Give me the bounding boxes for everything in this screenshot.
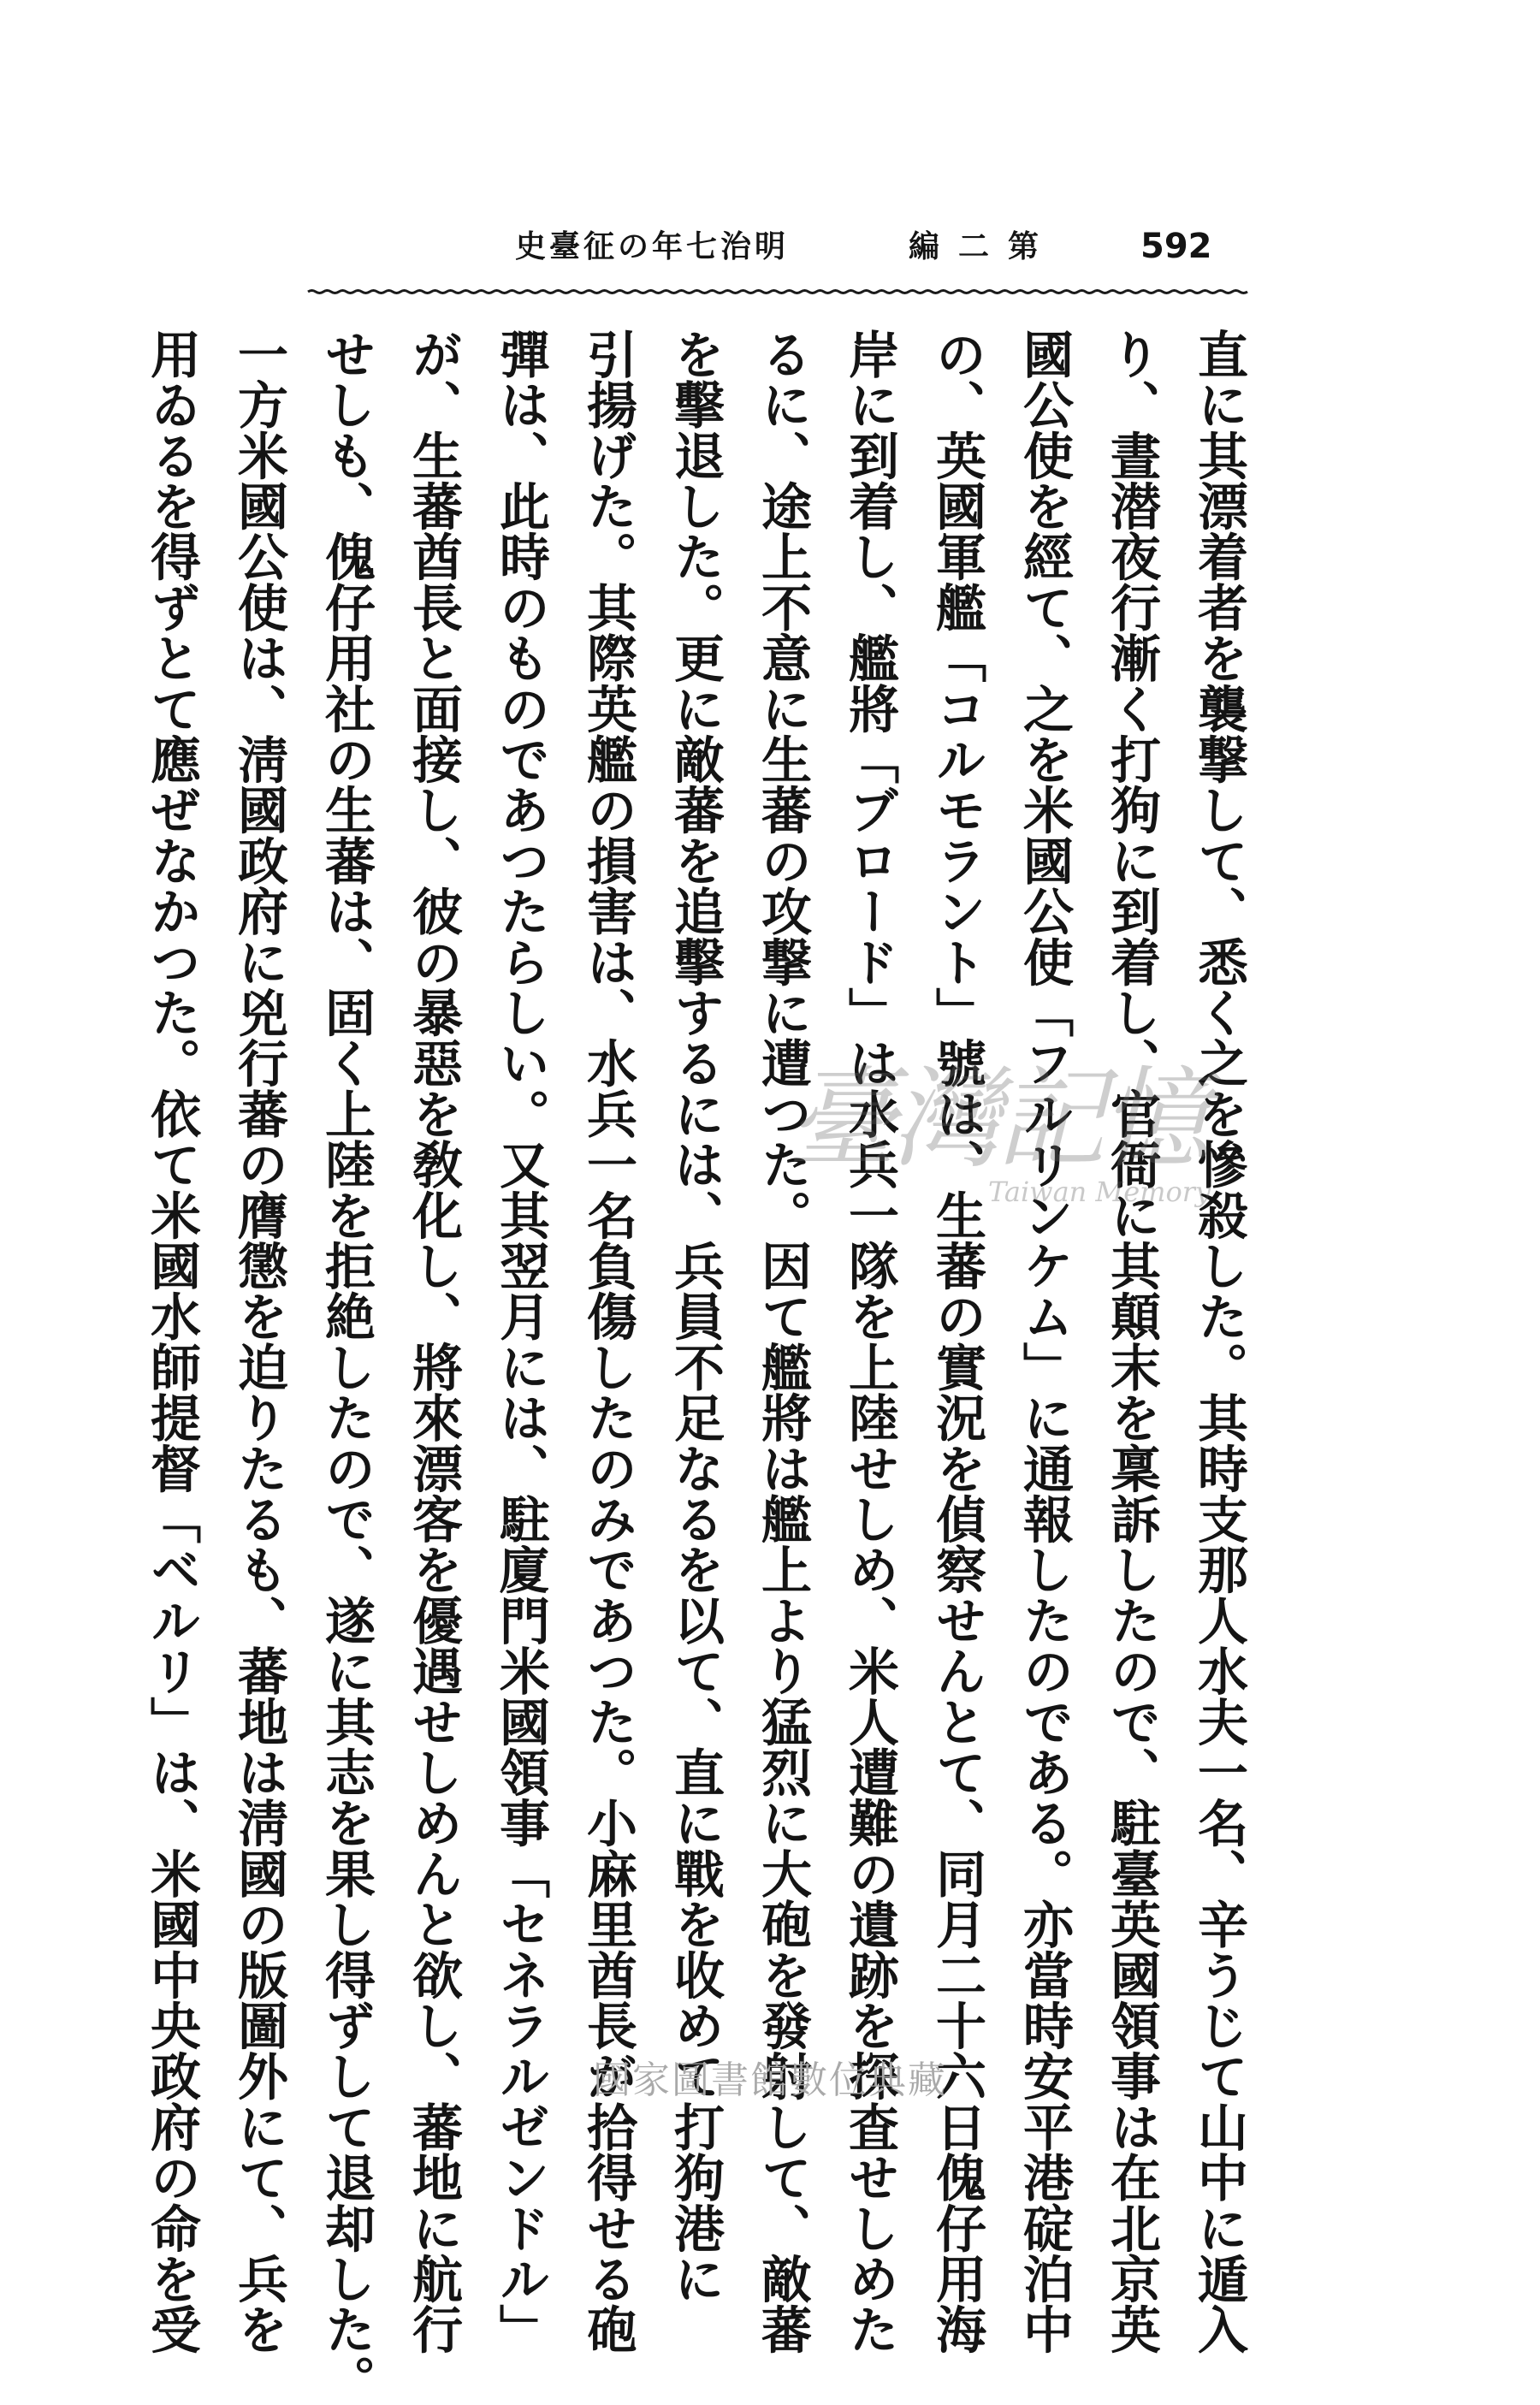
page-number: 592 [1140,227,1212,266]
running-title: 史臺征の年七治明 [515,228,790,264]
watermark-logo-text: 臺灣記憶 [787,1056,1205,1183]
text-column-10: が、生蕃酋長と面接し、彼の暴惡を敎化し、將來漂客を優遇せしめんと欲し、蕃地に航行 [404,329,463,2355]
text-column-2: り、晝潜夜行漸く打狗に到着し、官衙に其顛末を稟訴したので、駐臺英國領事は在北京英 [1102,329,1161,2355]
text-column-5: 岸に到着し、艦將「ブロード」は水兵一隊を上陸せしめ、米人遭難の遺跡を探査せしめた [840,329,899,2355]
text-column-3: 國公使を經て、之を米國公使「フルリンケム」に通報したのである。亦當時安平港碇泊中 [1015,329,1074,2355]
text-column-9: 彈は、此時のものであつたらしい。又其翌月には、駐廈門米國領事「セネラルゼンドル」 [491,329,550,2355]
text-column-6: るに、途上不意に生蕃の攻撃に遭つた。因て艦將は艦上より猛烈に大砲を發射して、敵蕃 [753,329,812,2355]
text-column-4: の、英國軍艦「コルモラント」號は、生蕃の實況を偵察せんとて、同月二十六日傀仔用海 [927,329,986,2355]
header-wavy-rule [308,286,1242,298]
text-column-13: 用ゐるを得ずとて應ぜなかつた。依て米國水師提督「ベルリ」は、米國中央政府の命を受 [142,329,201,2355]
text-column-8: 引揚げた。其際英艦の損害は、水兵一名負傷したのみであつた。小麻里酋長が拾得せる砲 [578,329,637,2355]
watermark-subtitle: Taiwan Memory [988,1176,1211,1208]
text-column-7: を擊退した。更に敵蕃を追擊するには、兵員不足なるを以て、直に戰を收めて打狗港に [666,329,725,2304]
text-column-1: 直に其漂着者を襲撃して、悉く之を慘殺した。其時支那人水夫一名、辛うじて山中に遁入 [1189,329,1248,2355]
text-column-12: 一方米國公使は、淸國政府に兇行蕃の膺懲を迫りたるも、蕃地は淸國の版圖外にて、兵を [229,329,288,2355]
part-label: 編二第 [909,228,1058,264]
footer-credit: 國家圖書館數位典藏 [593,2058,947,2102]
text-column-11: せしも、傀仔用社の生蕃は、固く上陸を拒絶したので、遂に其志を果し得ずして退却した。 [317,329,376,2405]
